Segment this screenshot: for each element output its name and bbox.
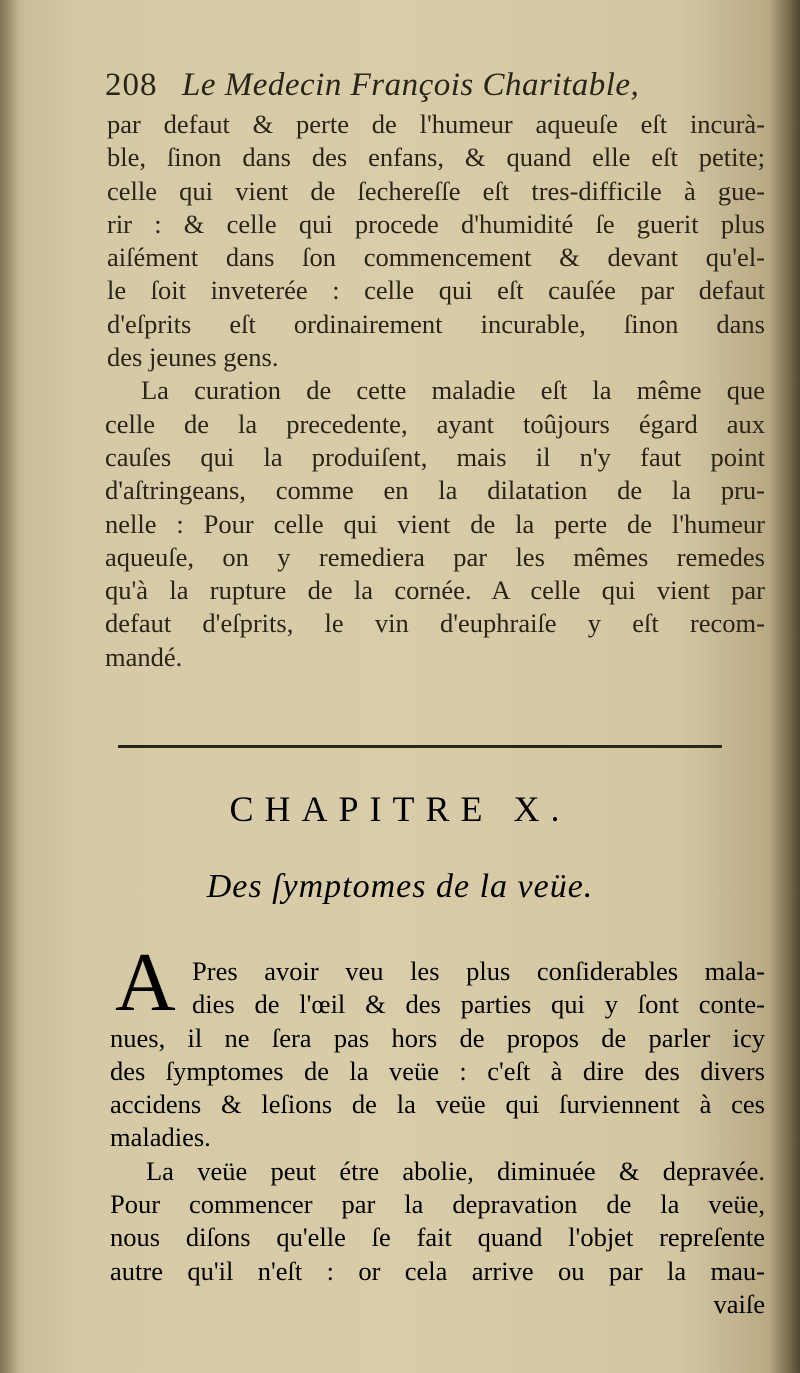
chapter-subtitle: Des ſymptomes de la veüe.	[206, 868, 594, 905]
text-line: nous diſons qu'elle ſe fait quand l'objet repreſente	[110, 1222, 765, 1253]
page-body	[105, 60, 765, 674]
text-line: defaut d'eſprits, le vin d'euphraiſe y eſt recom-	[105, 608, 765, 639]
text-line: ble, ſinon dans des enfans, & quand elle eſt petite;	[107, 142, 765, 173]
text-line: celle qui vient de ſechereſſe eſt tres-difficile à gue-	[107, 175, 765, 206]
drop-cap: A	[115, 936, 176, 1029]
text-line: rir : & celle qui procede d'humidité ſe guerit plus	[107, 208, 765, 239]
running-title: Le Medecin François Charitable,	[182, 67, 640, 103]
text-line: cauſes qui la produiſent, mais il n'y faut point	[105, 441, 765, 472]
page-shadow-right	[770, 0, 800, 1373]
text-line: aiſément dans ſon commencement & devant qu'el-	[107, 242, 765, 273]
page-shadow-left	[0, 0, 18, 1373]
text-line: par defaut & perte de l'humeur aqueuſe eſt incurà-	[107, 109, 765, 139]
text-line: Pour commencer par la depravation de la veüe,	[110, 1189, 765, 1220]
section-divider	[118, 745, 722, 748]
text-line: La curation de cette maladie eſt la même que	[141, 375, 765, 406]
catchword: vaiſe	[713, 1288, 765, 1319]
page-number: 208	[105, 67, 158, 103]
chapter-heading: CHAPITRE X.	[229, 789, 571, 829]
text-line: autre qu'il n'eſt : or cela arrive ou par la mau-	[110, 1255, 765, 1286]
paragraph-3	[110, 955, 765, 1155]
running-header	[105, 60, 765, 108]
text-line: mandé.	[105, 641, 183, 672]
text-line: des jeunes gens.	[107, 342, 279, 373]
text-line: celle de la precedente, ayant toûjours égard aux	[105, 408, 765, 439]
text-line: dies de l'œil & des parties qui y ſont conte-	[192, 989, 765, 1020]
text-line: aqueuſe, on y remediera par les mêmes remedes	[105, 541, 765, 572]
text-line: d'eſprits eſt ordinairement incurable, ſinon dans	[107, 308, 765, 339]
paragraph-4	[110, 1155, 765, 1321]
text-line: des ſymptomes de la veüe : c'eſt à dire des divers	[110, 1055, 765, 1086]
text-line: nues, il ne ſera pas hors de propos de parler icy	[110, 1022, 765, 1053]
paragraph-1	[107, 108, 765, 374]
paragraph-2	[105, 374, 765, 674]
text-line: La veüe peut étre abolie, diminuée & depravée.	[146, 1155, 765, 1186]
text-line: nelle : Pour celle qui vient de la perte de l'humeur	[105, 508, 765, 539]
text-block-lower	[110, 955, 765, 1321]
text-line: le ſoit inveterée : celle qui eſt cauſée par defaut	[107, 275, 765, 306]
text-line: d'aſtringeans, comme en la dilatation de la pru-	[105, 475, 765, 506]
text-line: Pres avoir veu les plus conſiderables mala-	[192, 956, 765, 986]
text-line: qu'à la rupture de la cornée. A celle qui vient par	[105, 575, 765, 606]
text-line: accidens & leſions de la veüe qui ſurviennent à ces	[110, 1089, 765, 1120]
text-line: maladies.	[110, 1122, 211, 1153]
